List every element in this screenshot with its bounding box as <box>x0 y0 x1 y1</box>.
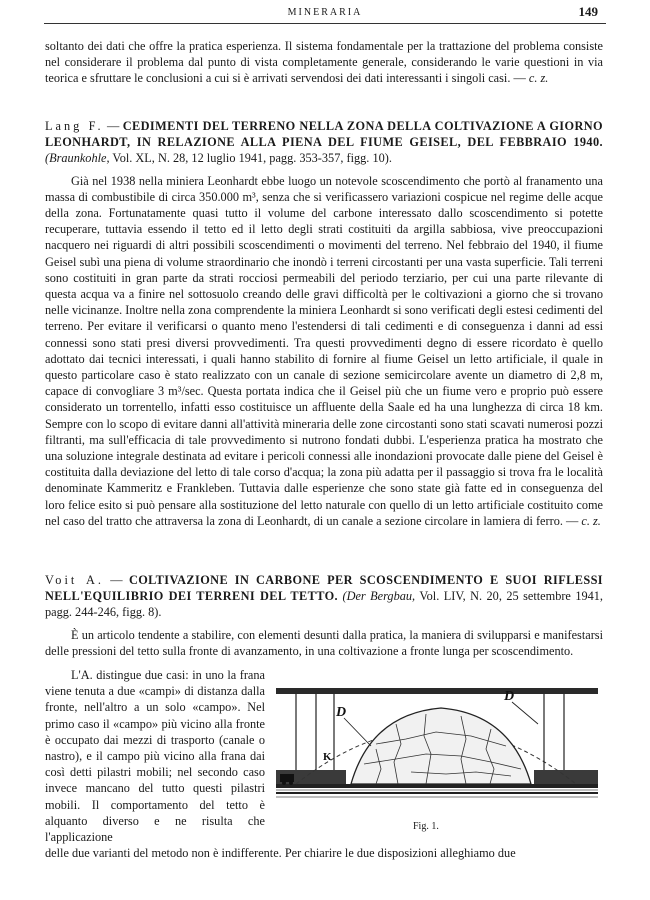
page-number: 149 <box>578 4 598 19</box>
article-lang-journal: (Braunkohle, <box>45 151 110 166</box>
figure-label-k: K <box>323 751 332 763</box>
article-voit-para2-text: L'A. distingue due casi: in uno la frana viene tenuta a due «campi» di distanza dalla fronte, nell'altro a un solo «campo». Nel primo caso il «campo» più vicino alla fronte è occupato dai mezzi di trasporto (canale o nastro), e il campo più vicino alla frana dai così detti pilastri mobili; nel secondo caso invece mancano del tutto questi pilastri mobili. Il comportamento del tetto è alquanto diverso e ne risulta che l'applicazione <box>45 668 265 845</box>
article-lang-reference <box>45 118 603 167</box>
article-voit-journal: (Der Bergbau, <box>342 589 416 604</box>
article-voit <box>45 572 603 659</box>
article-lang-body <box>45 173 603 529</box>
roof-band <box>276 688 598 694</box>
article-voit-last-line: delle due varianti del metodo non è indifferente. Per chiarire le due disposizioni alleghiamo due <box>45 846 516 860</box>
article-lang-author: Lang F. <box>45 119 104 133</box>
page-header <box>0 4 650 24</box>
article-lang <box>45 118 603 529</box>
running-title: MINERARIA <box>287 7 363 18</box>
figure-label-d-right: D <box>504 689 515 704</box>
figure-label-d-left: D <box>336 705 347 720</box>
article-voit-para2 <box>45 667 265 845</box>
rubble-mass <box>351 708 531 784</box>
figure-1 <box>276 684 598 804</box>
article-lang-dash: — <box>107 119 120 133</box>
conveyor-wheel-2 <box>289 781 293 785</box>
article-voit-author: Voit A. <box>45 573 104 587</box>
intro-paragraph <box>45 38 603 87</box>
article-voit-source: Vol. LIV, N. 20, 25 settembre 1941, pagg. 244-246, figg. 8). <box>45 589 604 620</box>
figure-1-caption: Fig. 1. <box>413 821 439 832</box>
article-lang-signature: c. z. <box>581 513 601 528</box>
article-voit-para1: È un articolo tendente a stabilire, con elementi desunti dalla pratica, la maniera di svilupparsi e manifestarsi delle pressioni del tetto sulla fronte di avanzamento, in una coltivazione a fronte lunga per scoscendimento. <box>45 627 603 658</box>
floor-band-lower <box>276 792 598 794</box>
article-lang-title: CEDIMENTI DEL TERRENO NELLA ZONA DELLA COLTIVAZIONE A GIORNO LEONHARDT, IN RELAZIONE ALLA PIENA DEL FIUME GEISEL, DEL FEBBRAIO 1940. <box>45 119 603 150</box>
article-voit-title: COLTIVAZIONE IN CARBONE PER SCOSCENDIMENTO E SUOI RIFLESSI NELL'EQUILIBRIO DEI TERRENI DEL TETTO. <box>45 573 603 604</box>
conveyor-wheel-1 <box>282 781 286 785</box>
intro-signature: c. z. <box>528 71 549 86</box>
article-lang-body-text: Già nel 1938 nella miniera Leonhardt ebbe luogo un notevole scoscendimento che portò al franamento una massa di combustibile di circa 350.000 m³, senza che si verificassero variazioni cospicue nel regime delle acque della zona. Fortunatamente quasi tutto il volume del carbone interessato dallo scoscendimento si potette recuperare, tuttavia essendo il tetto ed il letto degli strati costituiti da argilla sabbiosa, vive preoccupazioni nacquero nei riguardi di altri possibili scoscendimenti o movimenti del terreno. Nel febbraio del 1940, il fiume Geisel subì una piena di volume straordinario che inondò i terreni circostanti per una vasta superficie. Tali terreni sono costituiti in gran parte da strati rocciosi permeabili del periodo terziario, per cui una parte rilevante di questa acqua va a finire nel sottosuolo creando delle gravi difficoltà per le coltivazioni a giorno che si trovano nelle vicinanze. Inoltre nella zona comprendente la miniera Leonhardt si sono verificati degli estesi cedimenti del terreno. Per evitare il verificarsi o quanto meno l'estendersi di tali cedimenti e di conseguenza i danni ad essi connessi sono stati presi diversi provvedimenti. Tra questi provvedimenti degno di essere ricordato è quello adottato dai tecnici interessati, i quali hanno stabilito di fornire al fiume Geisel un letto artificiale, il quale in questo particolare caso è stato realizzato con un canale di sezione semicircolare avente un diametro di 2,8 m, capace di convogliare 3 m³/sec. Questa portata indica che il Geisel più che un fiume vero e proprio può essere considerato un torrentello, infatti esso costituisce un affluente della Saale ed ha una lunghezza di circa 18 km. Sempre con lo scopo di evitare danni all'attività mineraria delle zone circostanti sono stati scavati numerosi pozzi filtranti, ma sull'efficacia di tale provvedimento si nutrono fondati dubbi. L'esperienza pratica ha mostrato che una soluzione integrale destinata ad evitare i pericoli connessi alle inondazioni provocate dalle piene del Geisel è costituita dalla deviazione del letto di tale corso d'acqua; la zona più adatta per il passaggio si trova fra le località denominate Kammeritz e Frankleben. Tuttavia dalle esperienze che sono state già fatte ed in conseguenza del loro felice esito si può pensare alla sostituzione del letto naturale con quello di un letto artificiale costituito come nel caso del tratto che attraversa la zona di Leonhardt, di un canale a sezione circolare in lamiera di ferro. — <box>45 173 603 528</box>
article-voit-dash: — <box>110 573 123 587</box>
figure-1-drawing <box>276 684 598 804</box>
header-rule <box>44 23 606 24</box>
intro-text: soltanto dei dati che offre la pratica esperienza. Il sistema fondamentale per la trattazione del problema consiste nel considerare il problema dal punto di vista completamente generale, considerando le varie questioni in via teorica e sfruttare le conclusioni a cui si è arrivati servendosi dei dati interessanti i singoli casi. — <box>45 39 603 86</box>
article-voit-reference <box>45 572 603 621</box>
article-lang-source: Vol. XL, N. 28, 12 luglio 1941, pagg. 353-357, figg. 10). <box>112 151 392 166</box>
conveyor-block <box>280 774 294 782</box>
